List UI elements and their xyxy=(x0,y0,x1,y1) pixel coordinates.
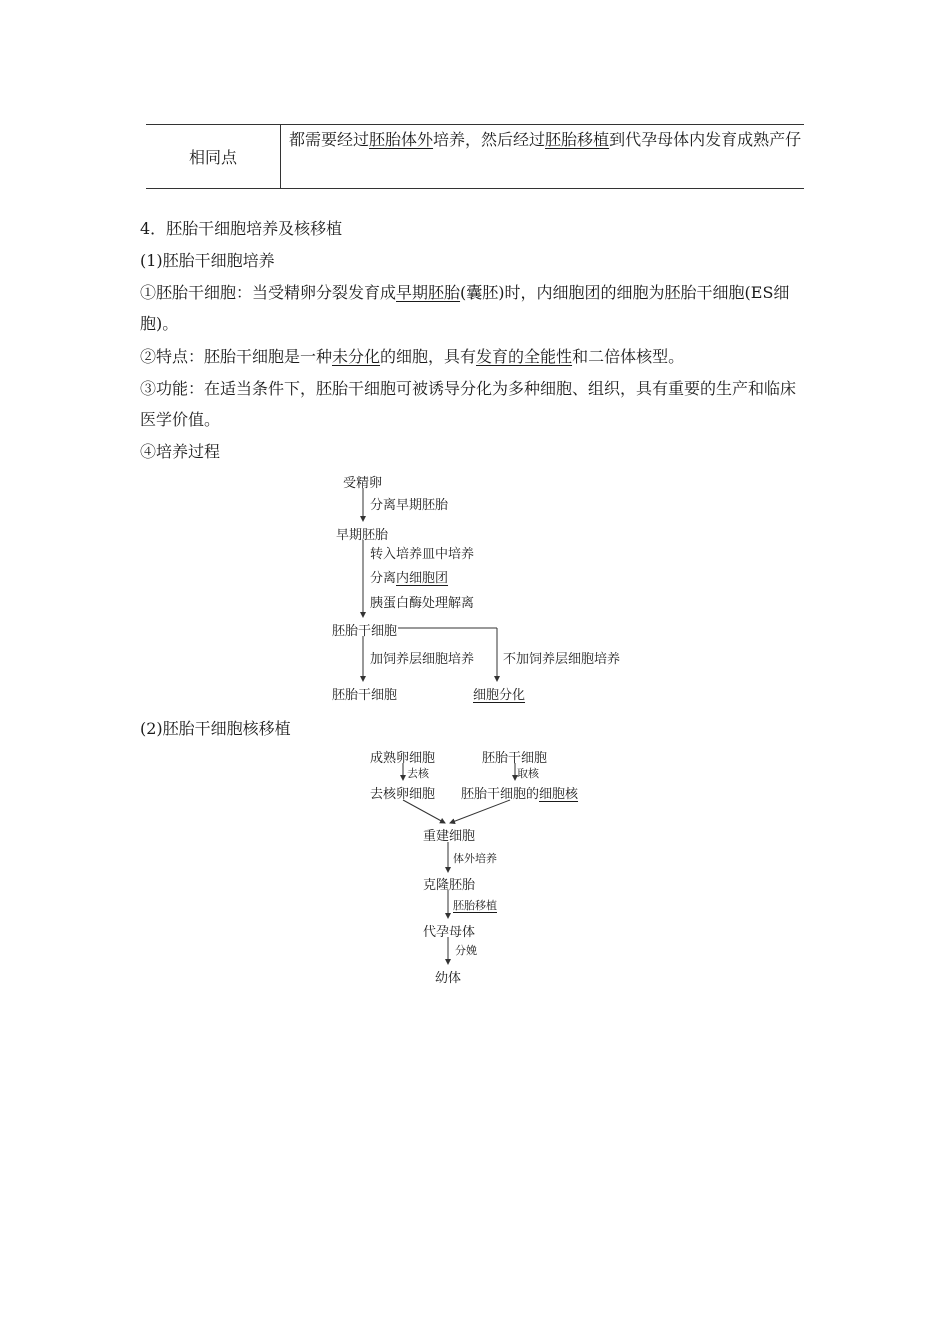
node-cloned-embryo: 克隆胚胎 xyxy=(423,878,476,893)
item-3-function: ③功能：在适当条件下，胚胎干细胞可被诱导分化为多种细胞、组织，具有重要的生产和临床医学价值。 xyxy=(140,379,797,429)
step-without-feeder: 不加饲养层细胞培养 xyxy=(503,652,621,667)
item-4-process-heading: ④培养过程 xyxy=(140,442,221,461)
step-isolate-early-embryo: 分离早期胚胎 xyxy=(370,498,449,513)
table-label-cell: 相同点 xyxy=(188,148,237,167)
subsection-2-heading: (2)胚胎干细胞核移植 xyxy=(140,719,291,738)
step-in-vitro-culture: 体外培养 xyxy=(453,852,497,865)
node-reconstructed-cell: 重建细胞 xyxy=(423,829,476,844)
step-embryo-transfer: 胚胎移植 xyxy=(453,899,497,912)
node-fertilized-egg: 受精卵 xyxy=(343,476,383,491)
step-enucleate: 去核 xyxy=(407,767,429,780)
node-esc: 胚胎干细胞 xyxy=(332,624,398,639)
item-2-features: ②特点：胚胎干细胞是一种未分化的细胞，具有发育的全能性和二倍体核型。 xyxy=(140,347,685,366)
node-mature-oocyte: 成熟卵细胞 xyxy=(370,751,436,766)
subsection-1-heading: (1)胚胎干细胞培养 xyxy=(140,251,275,270)
step-trypsin: 胰蛋白酶处理解离 xyxy=(370,596,475,611)
arrow-nucleus-to-reconstructed xyxy=(450,800,510,823)
item-1-definition: ①胚胎干细胞：当受精卵分裂发育成早期胚胎(囊胚)时，内细胞团的细胞为胚胎干细胞(ES细胞)。 xyxy=(140,283,790,333)
node-differentiation: 细胞分化 xyxy=(473,688,526,703)
node-esc-result: 胚胎干细胞 xyxy=(332,688,398,703)
step-transfer-culture: 转入培养皿中培养 xyxy=(370,547,475,562)
arrow-oocyte-to-reconstructed xyxy=(403,800,445,823)
step-take-nucleus: 取核 xyxy=(517,767,539,780)
node-enucleated-oocyte: 去核卵细胞 xyxy=(370,787,436,802)
node-early-embryo: 早期胚胎 xyxy=(336,528,389,543)
node-offspring: 幼体 xyxy=(435,971,462,986)
step-birth: 分娩 xyxy=(455,944,477,957)
node-surrogate: 代孕母体 xyxy=(423,925,476,940)
node-esc-donor: 胚胎干细胞 xyxy=(482,751,548,766)
table-content-cell: 都需要经过胚胎体外培养，然后经过胚胎移植到代孕母体内发育成熟产仔 xyxy=(289,130,802,149)
node-esc-nucleus: 胚胎干细胞的细胞核 xyxy=(461,787,579,802)
section-heading: 4．胚胎干细胞培养及核移植 xyxy=(140,219,343,238)
step-isolate-icm: 分离内细胞团 xyxy=(370,571,449,586)
step-with-feeder: 加饲养层细胞培养 xyxy=(370,652,475,667)
